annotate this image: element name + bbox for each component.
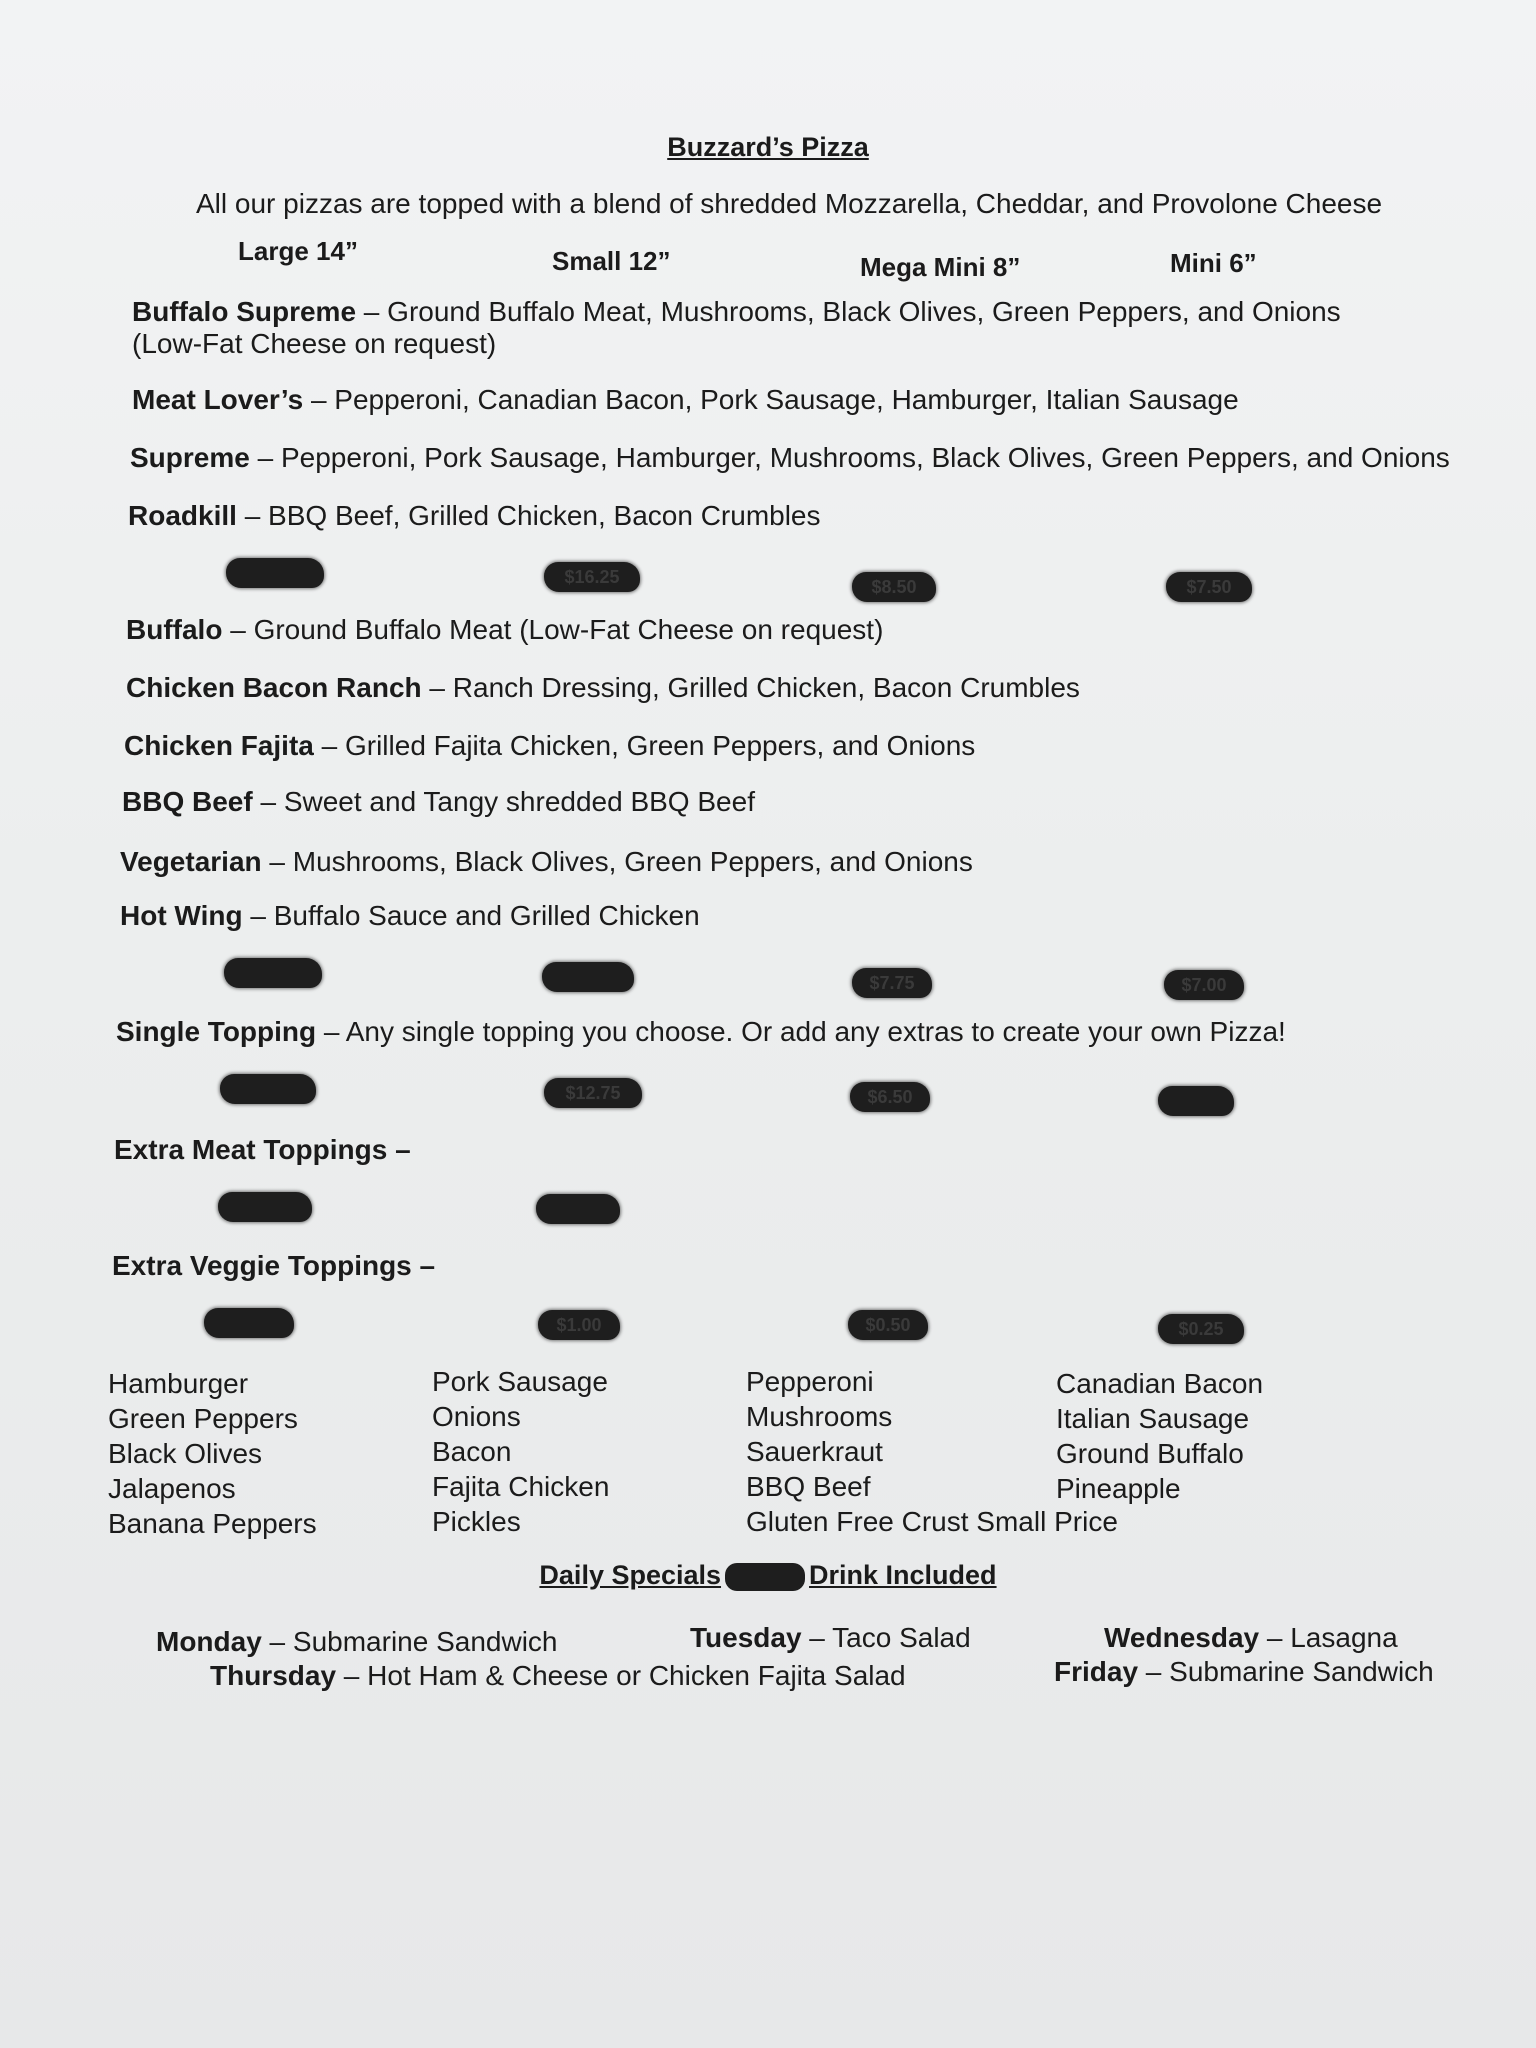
item-name: Supreme [130,442,250,473]
item-name: Buffalo Supreme [132,296,357,327]
size-small: Small 12” [552,246,671,276]
menu-item-chicken-bacon-ranch [126,672,1080,704]
price-redacted [224,958,322,988]
topping-item: Banana Peppers [108,1508,317,1539]
size-large: Large 14” [238,236,358,266]
item-name: BBQ Beef [122,786,253,817]
extra-meat-label: Extra Meat Toppings – [114,1134,411,1165]
topping-item: Hamburger [108,1368,249,1399]
topping-item: Green Peppers [108,1403,298,1434]
price-redacted [725,1563,805,1591]
price-redacted: $16.25 [544,562,640,592]
specials-title: Daily Specials [539,1560,722,1590]
toppings-column-1 [108,1366,317,1541]
topping-item: Canadian Bacon [1056,1368,1264,1399]
topping-item: Onions [432,1401,521,1432]
special-tuesday [690,1622,971,1654]
toppings-column-2 [432,1364,609,1539]
price-redacted: $7.00 [1164,970,1244,1000]
day-name: Monday [156,1626,262,1657]
item-name: Chicken Fajita [124,730,314,761]
price-redacted [1158,1086,1234,1116]
topping-item: Fajita Chicken [432,1471,610,1502]
intro-text: All our pizzas are topped with a blend of shredded Mozzarella, Cheddar, and Provolone Cheese [196,188,1383,219]
toppings-column-4 [1056,1366,1263,1506]
item-desc: – BBQ Beef, Grilled Chicken, Bacon Crumbles [236,500,821,531]
day-item: – Lasagna [1259,1622,1398,1653]
special-friday [1054,1656,1434,1688]
menu-item-bbq-beef [122,786,755,818]
price-redacted [220,1074,316,1104]
topping-item: Pickles [432,1506,521,1537]
price-redacted: $0.25 [1158,1314,1244,1344]
menu-item-supreme [130,442,1450,474]
menu-item-buffalo-supreme [132,296,1341,360]
price-redacted: $0.50 [848,1310,928,1340]
day-item: – Hot Ham & Cheese or Chicken Fajita Salad [336,1660,906,1691]
item-name: Vegetarian [120,846,262,877]
topping-item: Bacon [432,1436,512,1467]
menu-item-vegetarian [120,846,973,878]
item-desc: – Sweet and Tangy shredded BBQ Beef [252,786,755,817]
item-desc: – Pepperoni, Pork Sausage, Hamburger, Mushrooms, Black Olives, Green Peppers, and Onions [249,442,1450,473]
price-redacted: $12.75 [544,1078,642,1108]
day-name: Thursday [210,1660,337,1691]
day-name: Friday [1054,1656,1139,1687]
topping-item: Pork Sausage [432,1366,608,1397]
topping-item: Italian Sausage [1056,1403,1250,1434]
item-name: Hot Wing [120,900,243,931]
day-item: – Submarine Sandwich [1138,1656,1434,1687]
price-redacted [218,1192,312,1222]
item-desc: – Pepperoni, Canadian Bacon, Pork Sausage, Hamburger, Italian Sausage [303,384,1239,415]
item-desc: – Ground Buffalo Meat (Low-Fat Cheese on request) [222,614,884,645]
topping-item: Mushrooms [746,1401,893,1432]
topping-item: BBQ Beef [746,1471,871,1502]
item-desc: – Ground Buffalo Meat, Mushrooms, Black Olives, Green Peppers, and Onions [356,296,1341,327]
price-redacted [204,1308,294,1338]
special-monday [156,1626,558,1658]
item-name: Roadkill [128,500,237,531]
menu-item-hot-wing [120,900,700,932]
topping-item: Sauerkraut [746,1436,883,1467]
daily-specials-heading [0,1560,1536,1591]
item-name: Meat Lover’s [132,384,304,415]
topping-item: Ground Buffalo [1056,1438,1244,1469]
day-item: – Taco Salad [801,1622,971,1653]
item-desc: – Mushrooms, Black Olives, Green Peppers, and Onions [261,846,973,877]
price-redacted: $7.50 [1166,572,1252,602]
day-name: Wednesday [1104,1622,1260,1653]
menu-item-chicken-fajita [124,730,975,762]
menu-item-buffalo [126,614,883,646]
menu-item-roadkill [128,500,821,532]
item-desc: – Buffalo Sauce and Grilled Chicken [242,900,700,931]
price-redacted [226,558,324,588]
menu-title: Buzzard’s Pizza [667,132,869,162]
item-desc: – Ranch Dressing, Grilled Chicken, Bacon Crumbles [421,672,1080,703]
special-thursday [210,1660,906,1692]
extra-veggie-label: Extra Veggie Toppings – [112,1250,436,1281]
day-name: Tuesday [690,1622,802,1653]
item-note: (Low-Fat Cheese on request) [132,328,497,359]
size-mini: Mini 6” [1170,248,1257,278]
price-redacted: $6.50 [850,1082,930,1112]
size-mega-mini: Mega Mini 8” [860,252,1021,282]
price-redacted [542,962,634,992]
topping-item: Pepperoni [746,1366,874,1397]
topping-item: Gluten Free Crust Small Price [746,1506,1118,1537]
topping-item: Pineapple [1056,1473,1181,1504]
specials-drink: Drink Included [809,1560,997,1590]
day-item: – Submarine Sandwich [261,1626,558,1657]
price-redacted: $7.75 [852,968,932,998]
item-desc: – Grilled Fajita Chicken, Green Peppers, and Onions [313,730,976,761]
menu-item-meat-lovers [132,384,1239,416]
item-name: Buffalo [126,614,223,645]
topping-item: Black Olives [108,1438,263,1469]
topping-item: Jalapenos [108,1473,236,1504]
item-name: Chicken Bacon Ranch [126,672,422,703]
item-name: Single Topping [116,1016,317,1047]
price-redacted: $8.50 [852,572,936,602]
price-redacted: $1.00 [538,1310,620,1340]
price-redacted [536,1194,620,1224]
item-desc: – Any single topping you choose. Or add any extras to create your own Pizza! [316,1016,1286,1047]
special-wednesday [1104,1622,1398,1654]
menu-item-single-topping [116,1016,1286,1048]
